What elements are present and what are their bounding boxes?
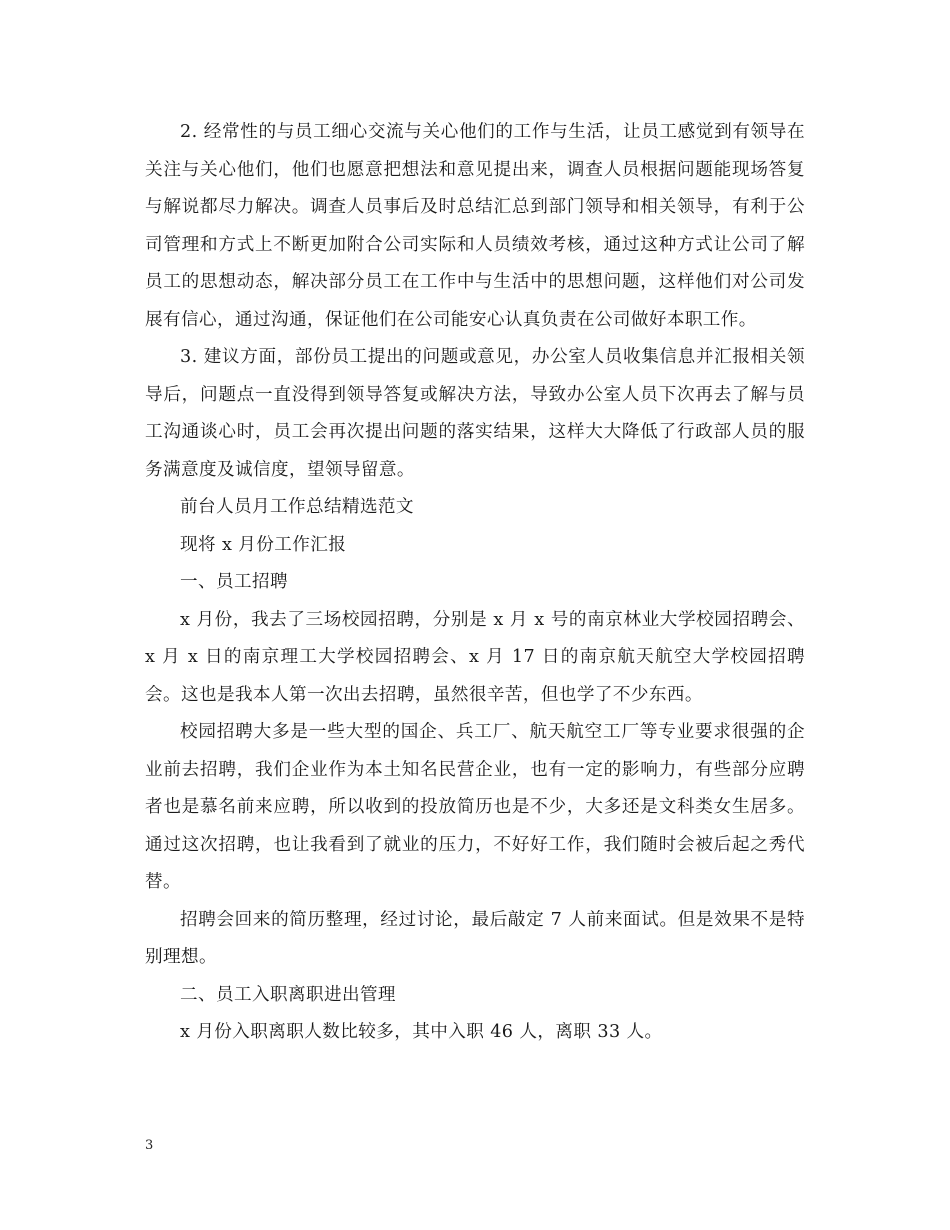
section-heading-onboarding: 二、员工入职离职进出管理 (180, 984, 396, 1005)
paragraph-campus-recruitment: 校园招聘大多是一些大型的国企、兵工厂、航天航空工厂等专业要求很强的企业前去招聘，我们企业作为本土知名民营企业，也有一定的影响力，有些部分应聘者也是慕名前来应聘，所以收到的投放简历也是不少，大多还是文科类女生居多。通过这次招聘，也让我看到了就业的压力，不好好工作，我们随时会被后起之秀代替。 (145, 722, 805, 892)
document-title: 前台人员月工作总结精选范文 (180, 497, 414, 517)
paragraph-recruitment-events: x 月份，我去了三场校园招聘，分别是 x 月 x 号的南京林业大学校园招聘会、x 月 x 日的南京理工大学校园招聘会、x 月 17 日的南京航天航空大学校园招聘会。这也是我本人第一次出去招聘，虽然很辛苦，但也学了不少东西。 (145, 609, 805, 705)
paragraph-item-3: 3. 建议方面，部份员工提出的问题或意见，办公室人员收集信息并汇报相关领导后，问题点一直没得到领导答复或解决方法，导致办公室人员下次再去了解与员工沟通谈心时，员工会再次提出问题的落实结果，这样大大降低了行政部人员的服务满意度及诚信度，望领导留意。 (145, 347, 805, 480)
paragraph-resume-screening: 招聘会回来的简历整理，经过讨论，最后敲定 7 人前来面试。但是效果不是特别理想。 (145, 909, 805, 967)
page-number: 3 (145, 1138, 154, 1153)
paragraph-item-2: 2. 经常性的与员工细心交流与关心他们的工作与生活，让员工感觉到有领导在关注与关心他们，他们也愿意把想法和意见提出来，调查人员根据问题能现场答复与解说都尽力解决。调查人员事后及时总结汇总到部门领导和相关领导，有利于公司管理和方式上不断更加附合公司实际和人员绩效考核，通过这种方式让公司了解员工的思想动态，解决部分员工在工作中与生活中的思想问题，这样他们对公司发展有信心，通过沟通，保证他们在公司能安心认真负责在公司做好本职工作。 (145, 122, 805, 330)
document-body (145, 114, 805, 1052)
report-intro: 现将 x 月份工作汇报 (180, 534, 347, 555)
section-heading-recruitment: 一、员工招聘 (180, 572, 288, 592)
paragraph-onboarding-stats: x 月份入职离职人数比较多，其中入职 46 人，离职 33 人。 (180, 1022, 663, 1042)
